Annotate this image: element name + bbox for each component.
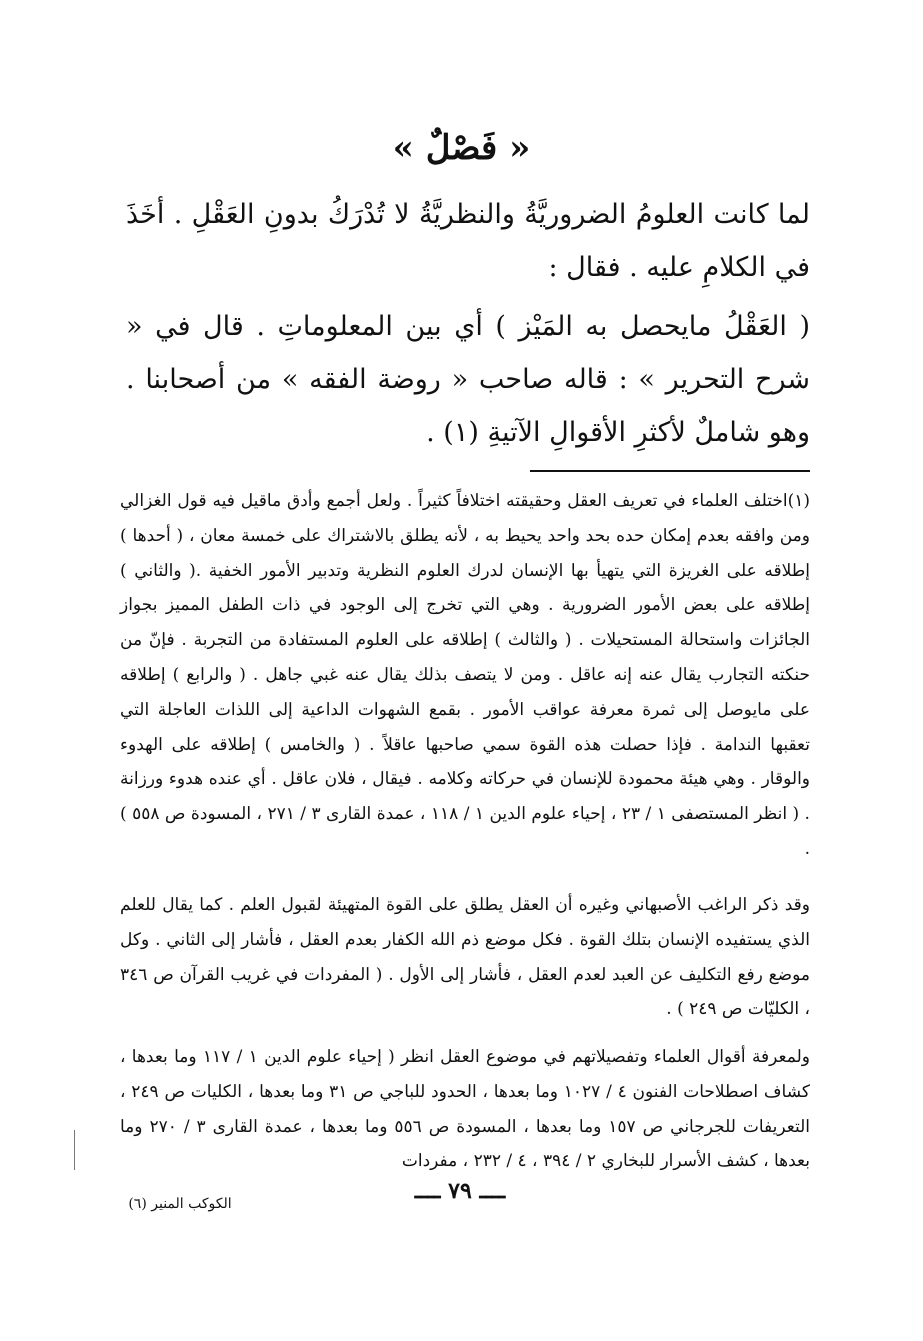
body-paragraph: ( العَقْلُ مايحصل به المَيْز ) أي بين المعلوماتِ . قال في « شرح التحرير » : قاله صاحب « روضة الفقه » من أصحابنا . وهو شاملٌ لأكثرِ الأقوالِ الآتيةِ (١) . [126, 311, 810, 448]
section-heading: « فَصْلٌ » [392, 128, 531, 168]
margin-mark [74, 1130, 75, 1170]
page-number: ــــ ٧٩ ــــ [414, 1178, 506, 1204]
footnote-paragraph: ولمعرفة أقوال العلماء وتفصيلاتهم في موضوع العقل انظر ( إحياء علوم الدين ١ / ١١٧ وما بعدها ، كشاف اصطلاحات الفنون ٤ / ١٠٢٧ وما بعدها ، الحدود للباجي ص ٣١ وما بعدها ، الكليات ص ٢٤٩ ، التعريفات للجرجاني ص ١٥٧ وما بعدها ، المسودة ص ٥٥٦ وما بعدها ، عمدة القارى ٣ / ٢٧٠ وما بعدها ، كشف الأسرار للبخاري ٢ / ٣٩٤ ، ٤ / ٢٣٢ ، مفردات [120, 1047, 810, 1172]
footnote-paragraph: وقد ذكر الراغب الأصبهاني وغيره أن العقل يطلق على القوة المتهيئة لقبول العلم . كما يقال للعلم الذي يستفيده الإنسان بتلك القوة . فكل موضع ذم الله الكفار بعدم العقل ، فأشار إلى الثاني . وكل موضع رفع التكليف عن العبد لعدم العقل ، فأشار إلى الأول . ( المفردات في غريب القرآن ص ٣٤٦ ، الكليّات ص ٢٤٩ ) . [120, 895, 810, 1020]
body-paragraph: لما كانت العلومُ الضروريَّةُ والنظريَّةُ لا تُدْرَكُ بدونِ العَقْلِ . أخَذَ في الكلامِ عليه . فقال : [126, 199, 810, 283]
signature-mark: الكوكب المنير (٦) [128, 1196, 232, 1212]
footnote-divider [530, 470, 810, 472]
footnote-paragraph: (١)اختلف العلماء في تعريف العقل وحقيقته اختلافاً كثيراً . ولعل أجمع وأدق ماقيل فيه قول الغزالي ومن وافقه بعدم إمكان حده بحد واحد يحيط به ، لأنه يطلق بالاشتراك على خمسة معان ، ( أحدها ) إطلاقه على الغريزة التي يتهيأ بها الإنسان لدرك العلوم النظرية وتدبير الأمور الخفية .( والثاني ) إطلاقه على بعض الأمور الضرورية . وهي التي تخرج إلى الوجود في ذات الطفل المميز بجواز الجائزات واستحالة المستحيلات . ( والثالث ) إطلاقه على العلوم المستفادة من التجربة . فإنّ من حنكته التجارب يقال عنه إنه عاقل . ومن لا يتصف بذلك يقال عنه غبي جاهل . ( والرابع ) إطلاقه على مايوصل إلى ثمرة معرفة عواقب الأمور . بقمع الشهوات الداعية إلى اللذات العاجلة التي تعقبها الندامة . فإذا حصلت هذه القوة سمي صاحبها عاقلاً . ( والخامس ) إطلاقه على الهدوء والوقار . وهي هيئة محمودة للإنسان في حركاته وكلامه . فيقال ، فلان عاقل . أي عنده هدوء ورزانة . ( انظر المستصفى ١ / ٢٣ ، إحياء علوم الدين ١ / ١١٨ ، عمدة القارى ٣ / ٢٧١ ، المسودة ص ٥٥٨ ) . [120, 491, 810, 859]
